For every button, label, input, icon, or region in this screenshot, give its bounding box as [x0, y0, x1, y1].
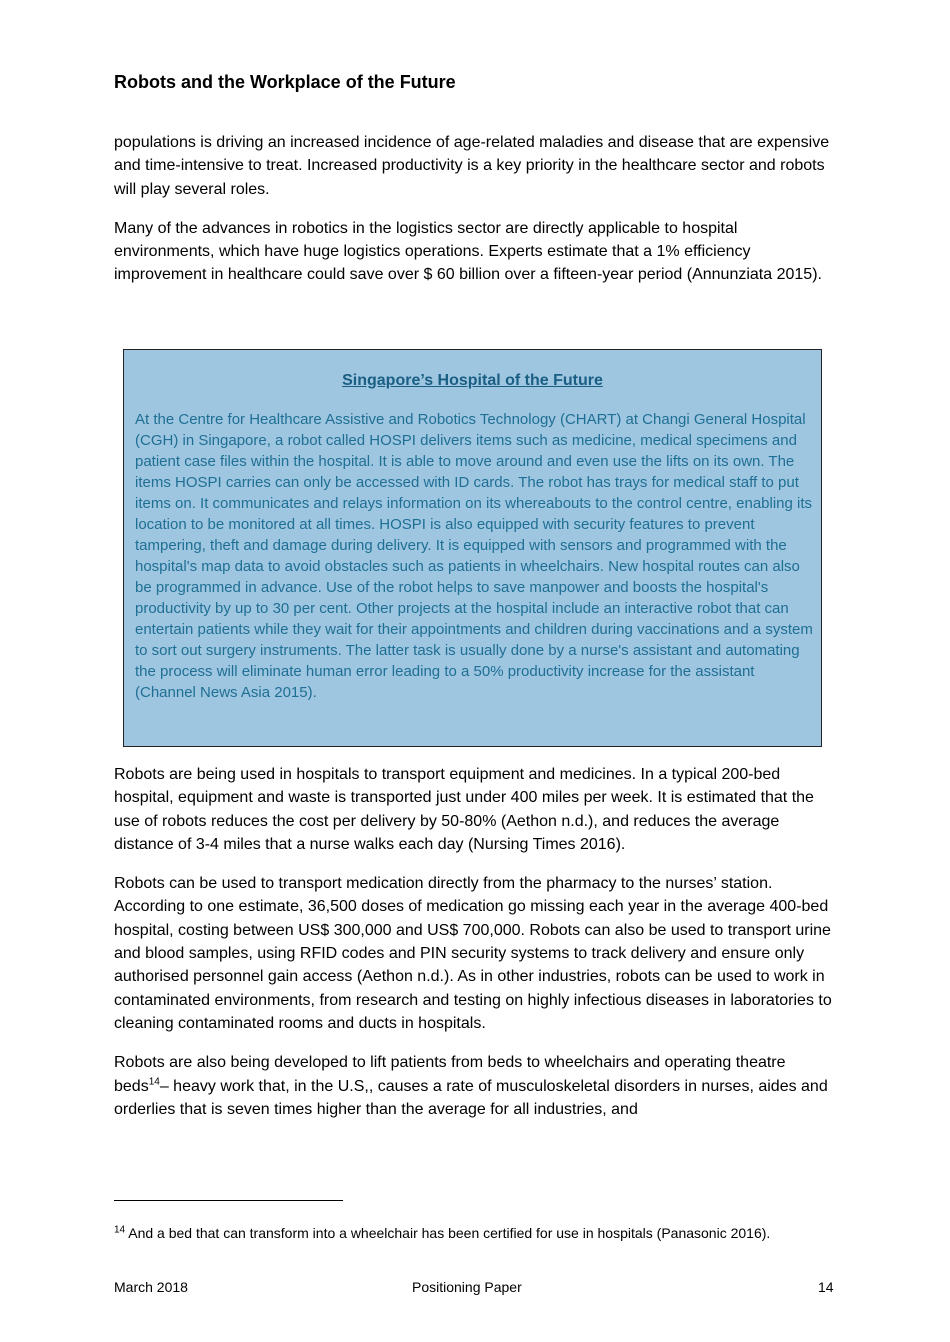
footer-document-type: Positioning Paper [412, 1279, 522, 1295]
body-paragraph-1: Robots are being used in hospitals to transport equipment and medicines. In a typical 200-bed hospital, equipment and waste is transported just under 400 miles per week. It is estimated that the use of robots reduces the cost per delivery by 50-80% (Aethon n.d.), and reduces the average distance of 3-4 miles that a nurse walks each day (Nursing Times 2016). [114, 766, 814, 853]
footnote-divider [114, 1200, 343, 1201]
intro-paragraph-1: populations is driving an increased incidence of age-related maladies and disease that are expensive and time-intensive to treat. Increased productivity is a key priority in the healthcare sector and robots will play several roles. [114, 134, 830, 198]
running-header-title: Robots and the Workplace of the Future [114, 72, 456, 92]
body-paragraph-3 [114, 1051, 838, 1121]
footnote-marker: 14 [114, 1224, 126, 1236]
footnote [114, 1224, 834, 1242]
footnote-text: And a bed that can transform into a wheelchair has been certified for use in hospitals (Panasonic 2016). [125, 1225, 771, 1241]
body-paragraph-3-text: Robots are also being developed to lift patients from beds to wheelchairs and operating theatre beds [114, 1054, 786, 1095]
case-study-box [123, 349, 822, 747]
footer-page-number: 14 [818, 1279, 834, 1295]
intro-paragraph-2: Many of the advances in robotics in the logistics sector are directly applicable to hospital environments, which have huge logistics operations. Experts estimate that a 1% efficiency improvement in healthcare could save over $ 60 billion over a fifteen-year period (Annunziata 2015). [114, 219, 822, 284]
body-paragraph-2: Robots can be used to transport medication directly from the pharmacy to the nurses’ station. According to one estimate, 36,500 doses of medication go missing each year in the average 400-bed hospital, costing between US$ 300,000 and US$ 700,000. Robots can also be used to transport urine and blood samples, using RFID codes and PIN security systems to track delivery and ensure only authorised personnel gain access (Aethon n.d.). As in other industries, robots can be used to work in contaminated environments, from research and testing on highly infectious diseases in laboratories to cleaning contaminated rooms and ducts in hospitals. [114, 875, 832, 1032]
body-paragraph-3-continuation: – heavy work that, in the U.S,, causes a rate of musculoskeletal disorders in nurses, aides and orderlies that is seven times higher than the average for all industries, and [114, 1077, 828, 1118]
main-section [114, 763, 838, 1137]
footer-date: March 2018 [114, 1279, 188, 1295]
intro-section [114, 131, 838, 303]
footnote-reference[interactable]: 14 [148, 1076, 160, 1088]
case-study-title: Singapore’s Hospital of the Future [342, 372, 603, 389]
case-study-text: At the Centre for Healthcare Assistive and Robotics Technology (CHART) at Changi General Hospital (CGH) in Singapore, a robot called HOSPI delivers items such as medicine, medical specimens and patient case files within the hospital. It is able to move around and even use the lifts on its own. The items HOSPI carries can only be accessed with ID cards. The robot has trays for medical staff to put items on. It communicates and relays information on its whereabouts to the control centre, enabling its location to be monitored at all times. HOSPI is also equipped with security features to prevent tampering, theft and damage during delivery. It is equipped with sensors and programmed with the hospital's map data to avoid obstacles such as patients in wheelchairs. New hospital routes can also be programmed in advance. Use of the robot helps to save manpower and boosts the hospital's productivity by up to 30 per cent. Other projects at the hospital include an interactive robot that can entertain patients while they wait for their appointments and children during vaccinations and a system to sort out surgery instruments. The latter task is usually done by a nurse's assistant and automating the process will eliminate human error leading to a 50% productivity increase for the assistant (Channel News Asia 2015). [135, 411, 813, 701]
